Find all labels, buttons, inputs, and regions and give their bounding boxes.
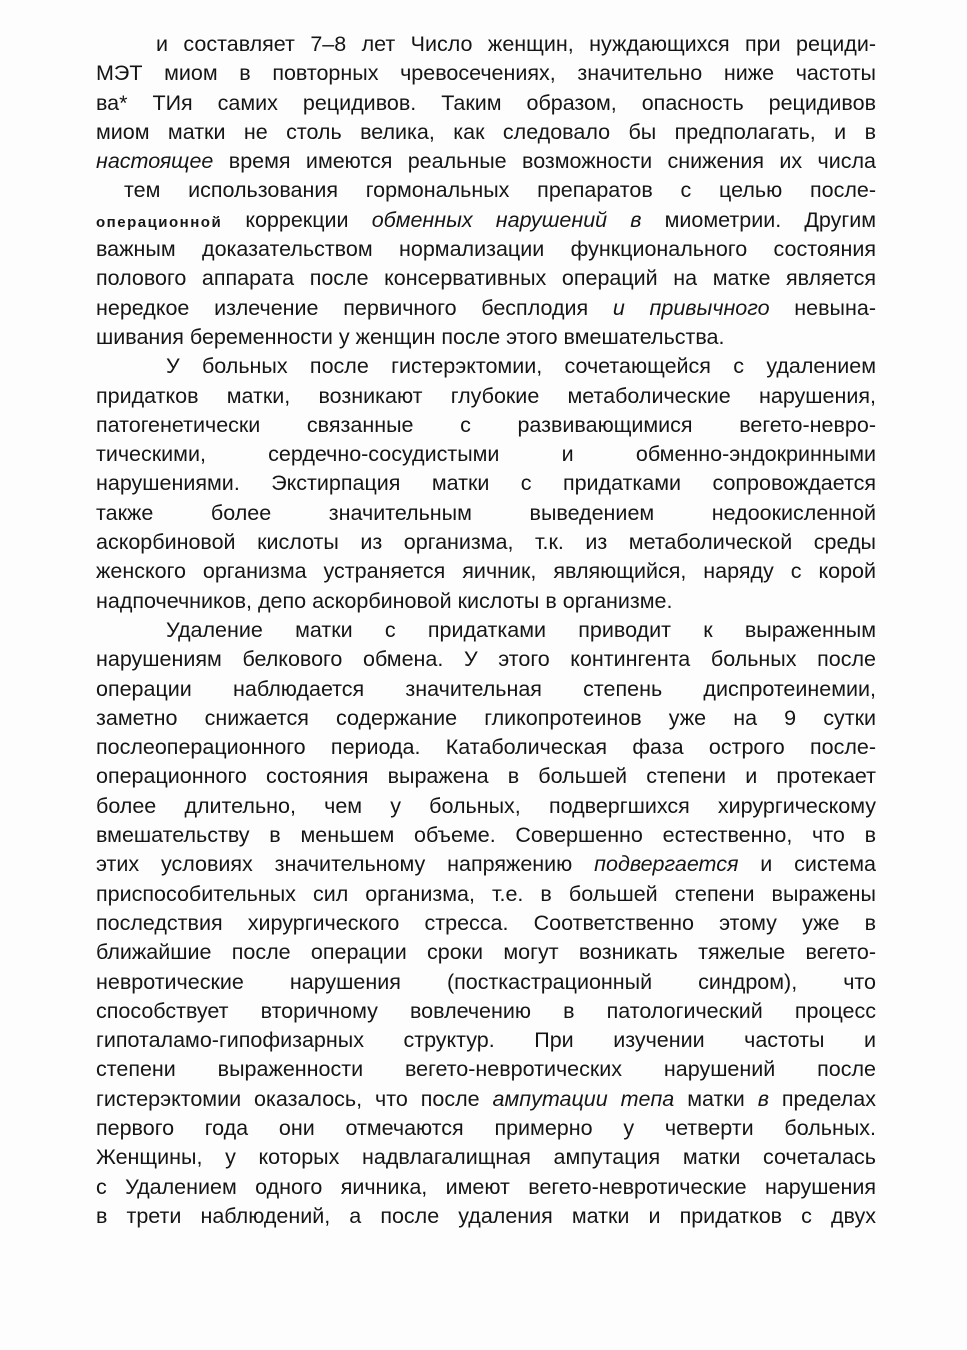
text-segment: тем использования гормональных препаратов с целью после- <box>124 178 876 203</box>
text-line <box>96 528 876 557</box>
text-segment: заметно снижается содержание гликопротеинов уже на 9 сутки <box>96 705 876 730</box>
text-segment: вмешательству в меньшем объеме. Совершенно естественно, что в <box>96 823 876 848</box>
text-segment: ва* ТИя самих рецидивов. Таким образом, опасность рецидивов <box>96 90 876 115</box>
text-segment: гипоталамо-гипофизарных структур. При изучении частоты и <box>96 1028 876 1053</box>
text-segment: этих условиях значительному напряжению <box>96 852 595 877</box>
text-segment: матки <box>674 1086 758 1111</box>
text-segment: степени выраженности вегето-невротических нарушений после <box>96 1057 876 1082</box>
text-segment: нарушениям белкового обмена. У этого контингента больных после <box>96 647 876 672</box>
text-segment: Удаление матки с придатками приводит к выраженным <box>166 617 876 642</box>
text-segment: время имеются реальные возможности снижения их числа <box>213 149 876 174</box>
text-segment: миом матки не столь велика, как следовало бы предполагать, и в <box>96 119 876 144</box>
text-line <box>96 675 876 704</box>
text-segment: надпочечников, депо аскорбиновой кислоты в организме. <box>96 588 673 613</box>
text-line <box>96 1085 876 1114</box>
text-line <box>96 469 876 498</box>
text-line <box>96 938 876 967</box>
text-line <box>96 587 876 616</box>
text-segment: придатков матки, возникают глубокие метаболические нарушения, <box>96 383 876 408</box>
text-segment: более длительно, чем у больных, подвергшихся хирургическому <box>96 793 876 818</box>
text-segment: ближайшие после операции сроки могут возникать тяжелые вегето- <box>96 940 876 965</box>
text-segment: МЭТ миом в повторных чревосечениях, значительно ниже частоты <box>96 61 876 86</box>
text-line <box>96 147 876 176</box>
text-segment: важным доказательством нормализации функционального состояния <box>96 237 876 262</box>
text-segment: в трети наблюдений, а после удаления матки и придатков с двух <box>96 1203 876 1228</box>
text-segment: патогенетически связанные с развивающимися вегето-невро- <box>96 412 876 437</box>
text-segment: и привычного <box>612 295 770 320</box>
text-line <box>96 733 876 762</box>
text-segment: операции наблюдается значительная степень диспротеинемии, <box>96 676 876 701</box>
text-line <box>96 850 876 879</box>
text-line <box>96 499 876 528</box>
text-line <box>96 235 876 264</box>
text-segment: нарушениями. Экстирпация матки с придатками сопровождается <box>96 471 876 496</box>
text-line <box>96 1202 876 1231</box>
text-line <box>96 1055 876 1084</box>
text-line <box>96 1173 876 1202</box>
text-line <box>96 30 876 59</box>
text-line <box>96 1143 876 1172</box>
text-line <box>96 59 876 88</box>
text-line <box>96 645 876 674</box>
text-segment: настоящее <box>96 149 214 174</box>
text-segment: с Удалением одного яичника, имеют вегето-невротические нарушения <box>96 1174 876 1199</box>
text-line <box>96 89 876 118</box>
text-segment: У больных после гистерэктомии, сочетающейся с удалением <box>166 354 876 379</box>
text-line <box>96 704 876 733</box>
text-line <box>96 382 876 411</box>
text-segment: и система <box>738 852 876 877</box>
text-line <box>96 557 876 586</box>
text-line <box>96 118 876 147</box>
text-segment: приспособительных сил организма, т.е. в большей степени выражены <box>96 881 876 906</box>
text-line <box>96 352 876 381</box>
text-segment: последствия хирургического стресса. Соответственно этому уже в <box>96 910 876 935</box>
text-segment: также более значительным выведением недоокисленной <box>96 500 876 525</box>
text-segment: невротические нарушения (посткастрационный синдром), что <box>96 969 876 994</box>
text-segment: Женщины, у которых надвлагалищная ампутация матки сочеталась <box>96 1145 876 1170</box>
text-segment: первого года они отмечаются примерно у четверти больных. <box>96 1115 876 1140</box>
text-line <box>96 821 876 850</box>
text-line <box>96 323 876 352</box>
text-segment: операционного состояния выражена в большей степени и протекает <box>96 764 876 789</box>
text-line <box>96 1114 876 1143</box>
text-segment: и составляет 7–8 лет Число женщин, нуждающихся при рециди- <box>156 32 876 56</box>
text-segment: обменных нарушений в <box>371 207 642 232</box>
text-segment: миометрии. Другим <box>641 207 876 232</box>
text-segment: способствует вторичному вовлечению в патологический процесс <box>96 998 876 1023</box>
text-line <box>96 294 876 323</box>
text-segment: в <box>757 1086 769 1111</box>
text-line <box>96 176 876 205</box>
text-line <box>96 997 876 1026</box>
text-line <box>96 762 876 791</box>
text-segment: нередкое излечение первичного бесплодия <box>96 295 613 320</box>
text-segment: тическими, сердечно-сосудистыми и обменно-эндокринными <box>96 442 876 467</box>
text-segment: полового аппарата после консервативных операций на матке является <box>96 266 876 291</box>
text-line <box>96 264 876 293</box>
body-text <box>96 30 876 1231</box>
text-line <box>96 440 876 469</box>
text-segment: послеоперационного периода. Катаболическая фаза острого после- <box>96 735 876 760</box>
text-segment: гистерэктомии оказалось, что после <box>96 1086 493 1111</box>
text-line <box>96 880 876 909</box>
text-segment: невына- <box>769 295 876 320</box>
text-segment: операционной <box>96 213 223 231</box>
text-segment: пределах <box>768 1086 876 1111</box>
text-line <box>96 792 876 821</box>
text-segment: ампутации тепа <box>492 1086 675 1111</box>
text-segment: коррекции <box>222 207 372 232</box>
text-segment: шивания беременности у женщин после этого вмешательства. <box>96 324 725 349</box>
text-line <box>96 1026 876 1055</box>
text-line <box>96 616 876 645</box>
text-line <box>96 909 876 938</box>
text-segment: аскорбиновой кислоты из организма, т.к. из метаболической среды <box>96 530 876 555</box>
text-line <box>96 968 876 997</box>
text-line <box>96 206 876 235</box>
text-segment: подвергается <box>594 852 739 877</box>
text-segment: женского организма устраняется яичник, являющийся, наряду с корой <box>96 559 876 584</box>
text-line <box>96 411 876 440</box>
